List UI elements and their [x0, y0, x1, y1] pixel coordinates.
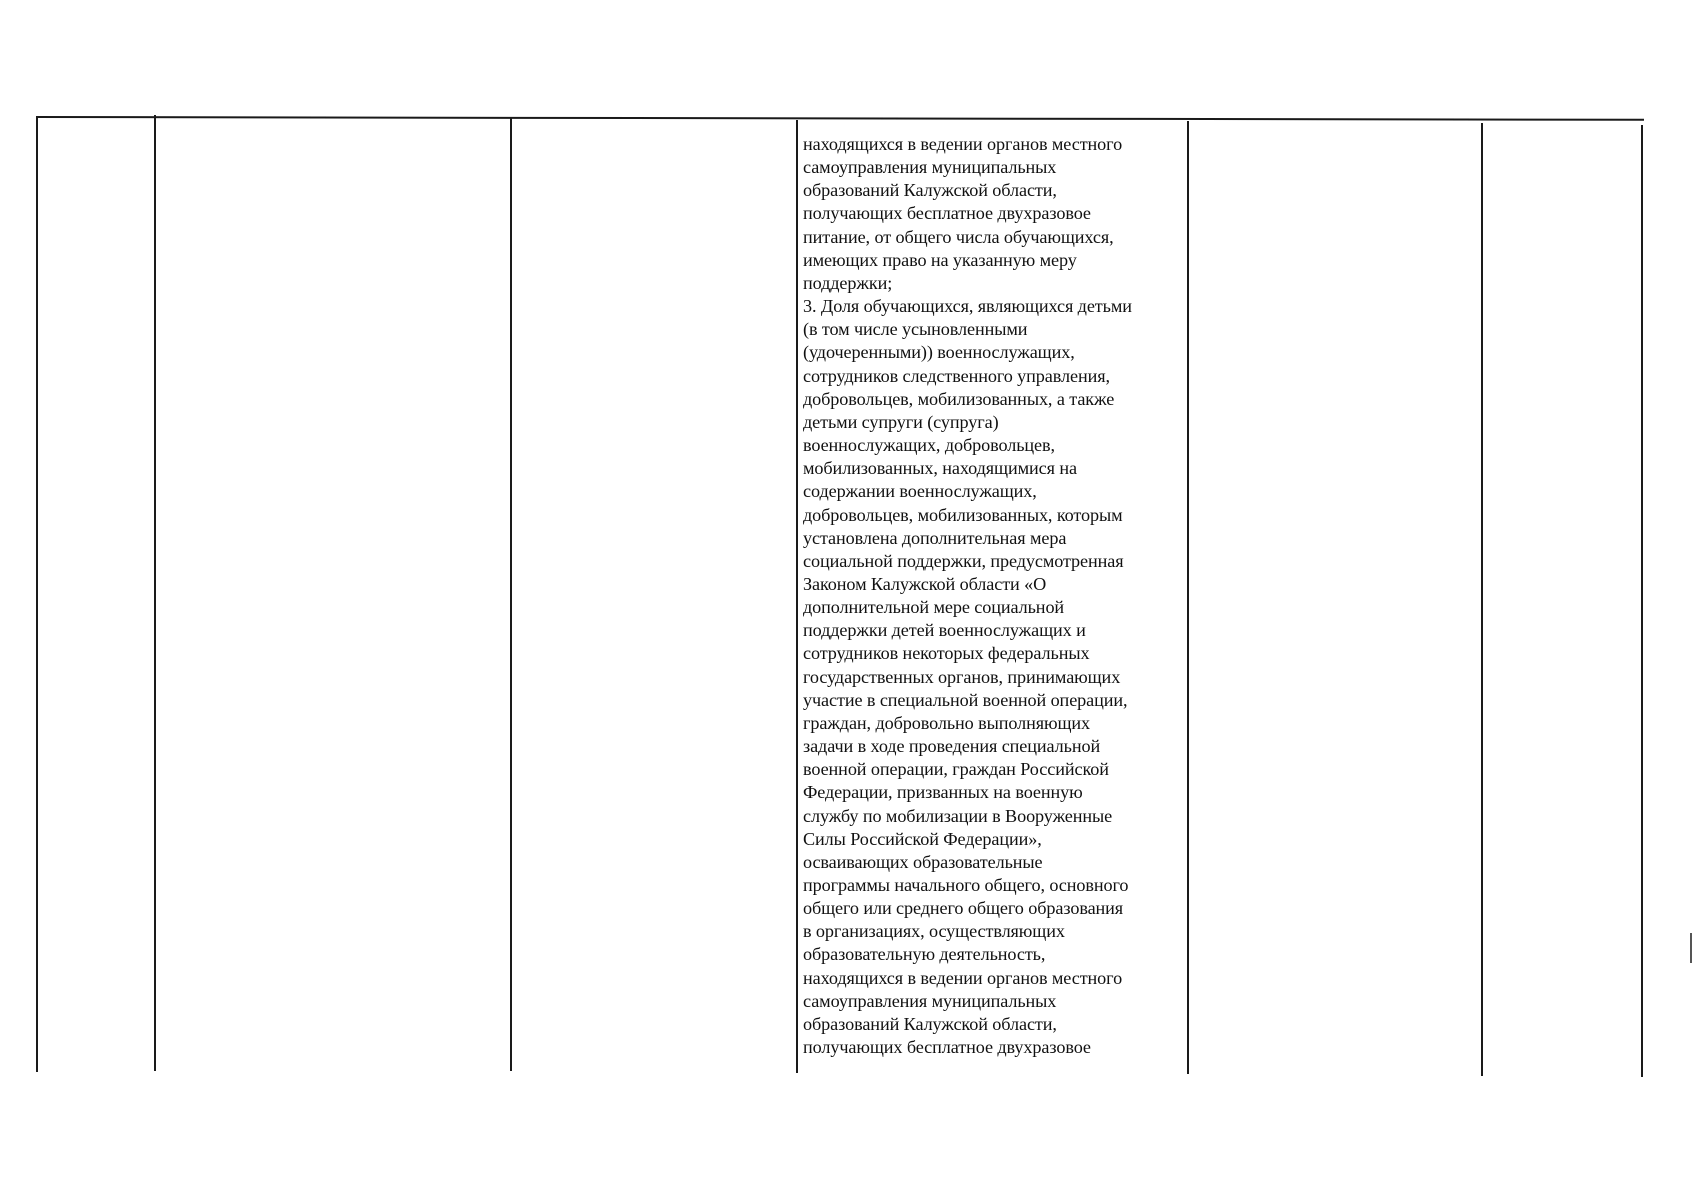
- table-column-divider-4: [1187, 121, 1189, 1074]
- table-column-divider-3: [796, 120, 798, 1073]
- table-cell-text: [803, 133, 1183, 1059]
- text-line: граждан, добровольно выполняющих: [803, 712, 1090, 733]
- table-column-divider-1: [154, 115, 156, 1071]
- text-line: установлена дополнительная мера: [803, 527, 1067, 548]
- text-line: сотрудников некоторых федеральных: [803, 643, 1090, 664]
- text-line: Законом Калужской области «О: [803, 573, 1047, 594]
- text-line: образований Калужской области,: [803, 1013, 1057, 1034]
- table-border-right: [1641, 125, 1643, 1077]
- text-line: добровольцев, мобилизованных, которым: [803, 504, 1123, 525]
- text-line: в организациях, осуществляющих: [803, 921, 1065, 942]
- text-line: мобилизованных, находящимися на: [803, 458, 1077, 479]
- text-line: образовательную деятельность,: [803, 944, 1046, 965]
- table-border-left: [36, 117, 38, 1072]
- text-line: поддержки;: [803, 272, 893, 293]
- text-line: добровольцев, мобилизованных, а также: [803, 388, 1115, 409]
- text-line: содержании военнослужащих,: [803, 481, 1037, 502]
- text-line: (удочеренными)) военнослужащих,: [803, 342, 1075, 363]
- text-line: Федерации, призванных на военную: [803, 782, 1083, 803]
- text-line: социальной поддержки, предусмотренная: [803, 550, 1124, 571]
- text-line: поддержки детей военнослужащих и: [803, 620, 1086, 641]
- table-column-divider-5: [1481, 123, 1483, 1076]
- text-line: военной операции, граждан Российской: [803, 759, 1109, 780]
- text-line: (в том числе усыновленными: [803, 319, 1028, 340]
- text-line: службу по мобилизации в Вооруженные: [803, 805, 1113, 826]
- text-line: дополнительной мере социальной: [803, 597, 1065, 618]
- table-column-divider-2: [510, 117, 512, 1071]
- scan-edge-mark: [1690, 933, 1692, 963]
- text-line: образований Калужской области,: [803, 180, 1057, 201]
- text-line: военнослужащих, добровольцев,: [803, 435, 1055, 456]
- text-line: детьми супруги (супруга): [803, 411, 999, 432]
- text-line: питание, от общего числа обучающихся,: [803, 226, 1114, 247]
- text-line: участие в специальной военной операции,: [803, 689, 1128, 710]
- text-line: находящихся в ведении органов местного: [803, 967, 1123, 988]
- text-line: общего или среднего общего образования: [803, 898, 1124, 919]
- text-line: получающих бесплатное двухразовое: [803, 1037, 1091, 1058]
- text-line: 3. Доля обучающихся, являющихся детьми: [803, 296, 1132, 317]
- text-line: программы начального общего, основного: [803, 875, 1129, 895]
- text-line: сотрудников следственного управления,: [803, 365, 1110, 386]
- text-line: осваивающих образовательные: [803, 851, 1043, 872]
- text-line: самоуправления муниципальных: [803, 157, 1057, 178]
- text-line: получающих бесплатное двухразовое: [803, 203, 1091, 224]
- text-line: Силы Российской Федерации»,: [803, 828, 1042, 849]
- text-line: самоуправления муниципальных: [803, 990, 1057, 1011]
- text-line: находящихся в ведении органов местного: [803, 134, 1123, 154]
- text-line: задачи в ходе проведения специальной: [803, 736, 1101, 757]
- text-line: имеющих право на указанную меру: [803, 249, 1077, 270]
- table-top-border: [36, 116, 1644, 120]
- text-line: государственных органов, принимающих: [803, 666, 1121, 687]
